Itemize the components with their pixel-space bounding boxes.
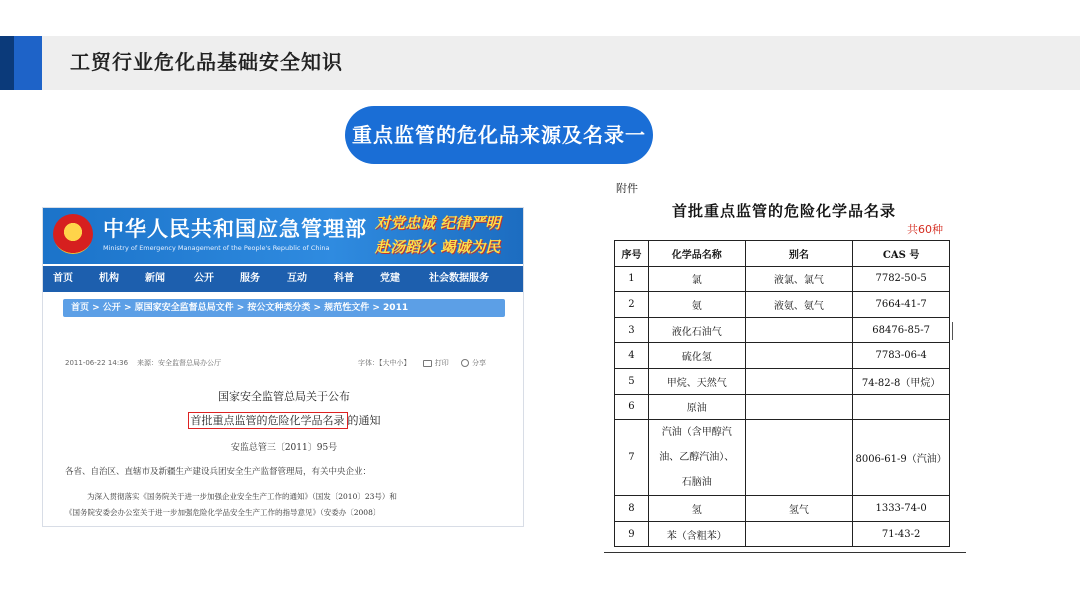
site-header — [43, 208, 524, 264]
section-pill: 重点监管的危化品来源及名录一 — [345, 106, 653, 164]
cell-no: 2 — [615, 292, 649, 318]
table-row — [615, 368, 950, 394]
table-row — [615, 292, 950, 318]
table-row — [615, 343, 950, 369]
cell-name — [648, 420, 745, 496]
cell-cas: 7664-41-7 — [853, 292, 950, 318]
cell-name: 液化石油气 — [648, 317, 745, 343]
cell-cas: 8006-61-9（汽油） — [853, 420, 950, 496]
ministry-website-screenshot — [42, 207, 524, 527]
slogan-line-2: 赴汤蹈火 竭诚为民 — [375, 238, 501, 256]
cell-cas: 7783-06-4 — [853, 343, 950, 369]
breadcrumb — [63, 299, 505, 317]
cell-alias — [745, 317, 853, 343]
header-accent-dark — [0, 36, 14, 90]
nav-item-org[interactable]: 机构 — [99, 273, 119, 284]
cell-no: 5 — [615, 368, 649, 394]
header-cas: CAS 号 — [853, 241, 950, 267]
document-title-line2 — [43, 412, 524, 428]
document-title-line1: 国家安全监管总局关于公布 — [218, 390, 350, 403]
slogan-line-1: 对党忠诚 纪律严明 — [375, 214, 501, 232]
nav-item-service[interactable]: 服务 — [240, 273, 260, 284]
cell-cas: 71-43-2 — [853, 521, 950, 547]
article-meta-right — [358, 358, 486, 368]
chemical-table — [614, 240, 950, 547]
nav-item-data-service[interactable]: 社会数据服务 — [429, 273, 489, 284]
cell-name: 甲烷、天然气 — [648, 368, 745, 394]
attachment-label: 附件 — [616, 182, 638, 195]
table-edge-mark — [952, 322, 953, 340]
cell-no: 3 — [615, 317, 649, 343]
header-accent-blue — [14, 36, 42, 90]
cell-name-line: 石脑油 — [681, 477, 712, 489]
header-name: 化学品名称 — [648, 241, 745, 267]
cell-name: 原油 — [648, 394, 745, 420]
cell-cas: 7782-50-5 — [853, 266, 950, 292]
nav-item-news[interactable]: 新闻 — [145, 273, 165, 284]
cell-alias — [745, 368, 853, 394]
document-number: 安监总管三〔2011〕95号 — [230, 443, 338, 453]
document-paragraph-1: 为深入贯彻落实《国务院关于进一步加强企业安全生产工作的通知》（国发〔2010〕23号）和 — [87, 492, 397, 501]
document-paragraph-2: 《国务院安委会办公室关于进一步加强危险化学品安全生产工作的指导意见》（安委办〔2008〕 — [65, 508, 381, 517]
cell-name: 苯（含粗苯） — [648, 521, 745, 547]
cell-alias — [745, 394, 853, 420]
cell-alias — [745, 521, 853, 547]
nav-item-public[interactable]: 公开 — [194, 273, 214, 284]
document-title-highlight: 首批重点监管的危险化学品名录 — [188, 412, 348, 429]
cell-name: 硫化氢 — [648, 343, 745, 369]
header-no: 序号 — [615, 241, 649, 267]
cell-no: 6 — [615, 394, 649, 420]
cell-cas: 68476-85-7 — [853, 317, 950, 343]
cell-alias: 氢气 — [745, 496, 853, 522]
cell-alias: 液氨、氨气 — [745, 292, 853, 318]
list-count: 共60种 — [907, 223, 943, 236]
site-name: 中华人民共和国应急管理部 — [103, 217, 367, 241]
cell-cas: 74-82-8（甲烷） — [853, 368, 950, 394]
cell-name: 氢 — [648, 496, 745, 522]
cell-name-line: 油、乙醇汽油）、 — [659, 452, 735, 464]
nav-item-science[interactable]: 科普 — [334, 273, 354, 284]
cell-cas: 1333-74-0 — [853, 496, 950, 522]
cell-no: 8 — [615, 496, 649, 522]
table-header-row — [615, 241, 950, 267]
nav-item-interact[interactable]: 互动 — [287, 273, 307, 284]
cell-name: 氨 — [648, 292, 745, 318]
site-nav — [43, 266, 524, 292]
table-row — [615, 317, 950, 343]
article-source: 来源：安全监督总局办公厅 — [137, 359, 221, 367]
print-link[interactable]: 打印 — [434, 359, 449, 367]
cell-no: 4 — [615, 343, 649, 369]
share-icon[interactable] — [461, 359, 469, 367]
print-icon[interactable] — [423, 360, 432, 367]
table-bottom-rule — [604, 552, 966, 553]
list-title: 首批重点监管的危险化学品名录 — [671, 202, 896, 220]
slide-title: 工贸行业危化品基础安全知识 — [70, 50, 343, 74]
cell-no: 7 — [615, 420, 649, 496]
share-link[interactable]: 分享 — [471, 359, 486, 367]
nav-item-party[interactable]: 党建 — [380, 273, 400, 284]
table-row — [615, 496, 950, 522]
table-row — [615, 521, 950, 547]
article-meta-left — [65, 358, 221, 368]
font-size-control[interactable]: 字体：【大中小】 — [358, 359, 411, 367]
cell-alias: 液氯、氯气 — [745, 266, 853, 292]
cell-cas — [853, 394, 950, 420]
table-row — [615, 420, 950, 496]
cell-alias — [745, 343, 853, 369]
national-emblem-icon — [53, 214, 93, 254]
cell-alias — [745, 420, 853, 496]
table-row — [615, 394, 950, 420]
nav-item-home[interactable]: 首页 — [53, 273, 73, 284]
document-addressee: 各省、自治区、直辖市及新疆生产建设兵团安全生产监督管理局，有关中央企业： — [65, 467, 372, 477]
document-title-suffix: 的通知 — [347, 414, 381, 427]
table-row — [615, 266, 950, 292]
cell-no: 1 — [615, 266, 649, 292]
article-date: 2011-06-22 14:36 — [65, 359, 129, 367]
header-alias: 别名 — [745, 241, 853, 267]
site-name-en: Ministry of Emergency Management of the People's Republic of China — [103, 244, 330, 252]
cell-name: 氯 — [648, 266, 745, 292]
breadcrumb-text[interactable]: 首页 > 公开 > 原国家安全监督总局文件 > 按公文种类分类 > 规范性文件 > 2011 — [71, 303, 409, 313]
cell-no: 9 — [615, 521, 649, 547]
cell-name-line: 汽油（含甲醇汽 — [661, 427, 732, 439]
